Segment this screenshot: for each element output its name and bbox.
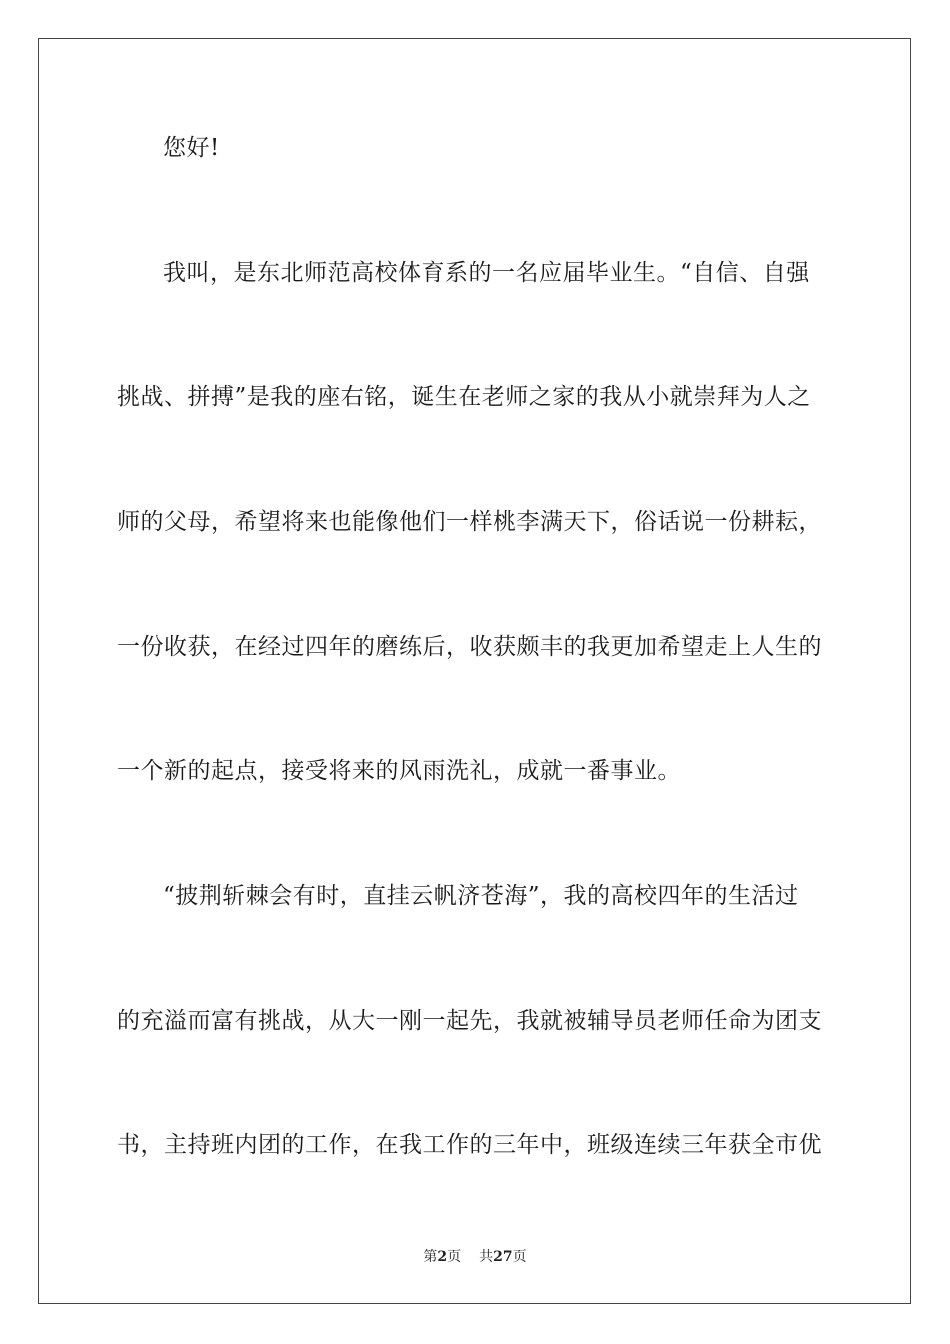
paragraph-line: 一个新的起点，接受将来的风雨洗礼，成就一番事业。 xyxy=(117,758,681,784)
paragraph-line: 挑战、拼搏”是我的座右铭，诞生在老师之家的我从小就崇拜为人之 xyxy=(117,384,811,410)
page-border xyxy=(38,38,911,1304)
page-label-suffix: 页 xyxy=(447,1249,462,1265)
total-label-suffix: 页 xyxy=(512,1249,527,1265)
paragraph-line: 书，主持班内团的工作，在我工作的三年中，班级连续三年获全市优 xyxy=(117,1132,822,1158)
paragraph-line: 师的父母，希望将来也能像他们一样桃李满天下，俗话说一份耕耘， xyxy=(117,509,822,535)
paragraph-line: “披荆斩棘会有时，直挂云帆济苍海”，我的高校四年的生活过 xyxy=(163,883,799,909)
paragraph-line: 我叫，是东北师范高校体育系的一名应届毕业生。“自信、自强 xyxy=(163,260,810,286)
page-footer xyxy=(0,1248,950,1266)
total-pages: 27 xyxy=(493,1249,513,1265)
page-label-prefix: 第 xyxy=(423,1249,438,1265)
paragraph-line: 的充溢而富有挑战，从大一刚一起先，我就被辅导员老师任命为团支 xyxy=(117,1008,822,1034)
greeting-line: 您好! xyxy=(163,135,220,161)
paragraph-line: 一份收获，在经过四年的磨练后，收获颇丰的我更加希望走上人生的 xyxy=(117,634,822,660)
total-label-prefix: 共 xyxy=(479,1249,494,1265)
page-number: 2 xyxy=(437,1249,448,1265)
